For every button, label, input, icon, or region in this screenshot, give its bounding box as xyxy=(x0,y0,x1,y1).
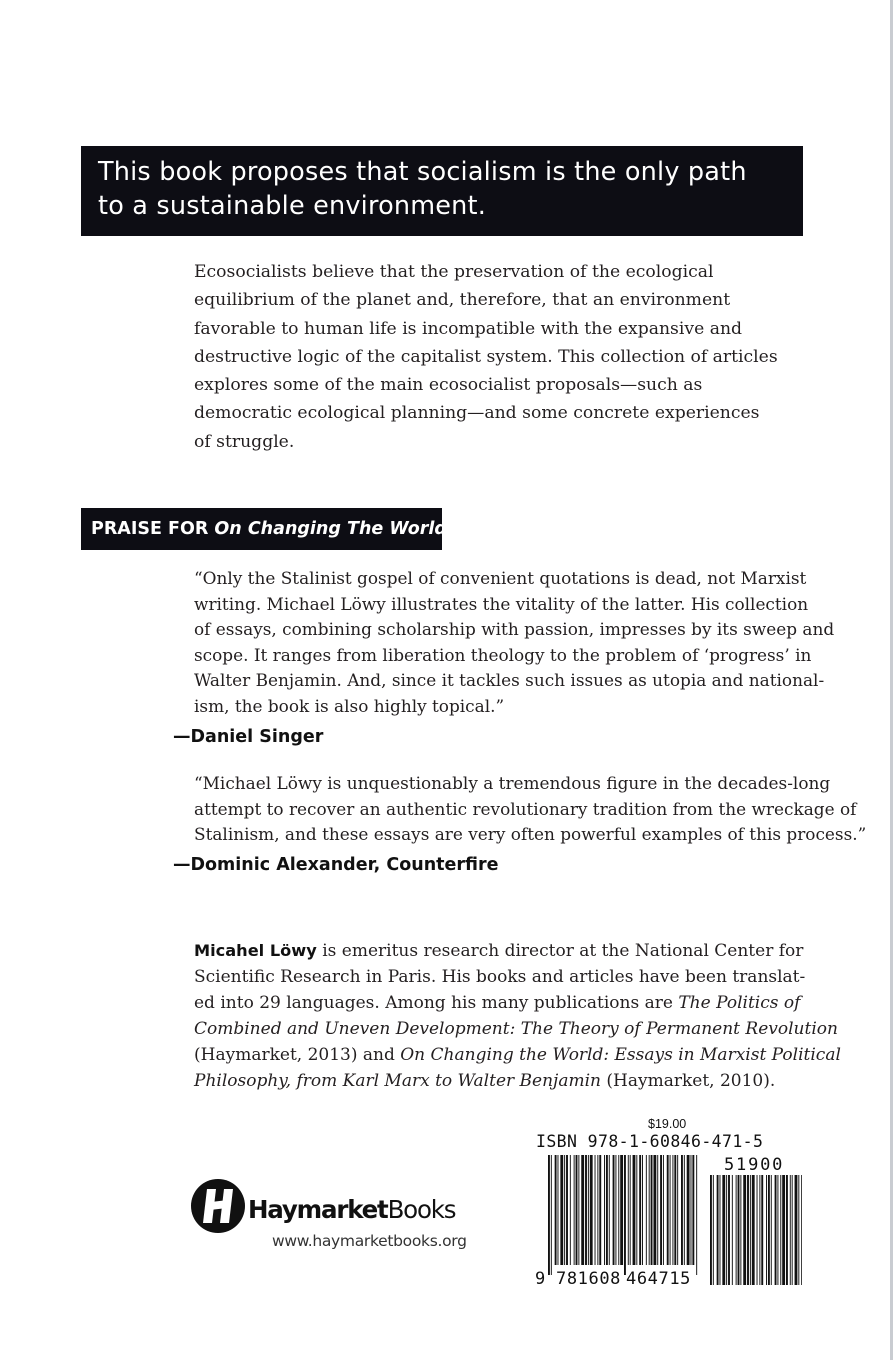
haymarket-h-logo-icon xyxy=(190,1178,246,1234)
quote-line: “Michael Löwy is unquestionably a tremendous figure in the decades-long xyxy=(194,773,831,793)
barcode-bar xyxy=(560,1155,563,1265)
barcode-bar xyxy=(651,1155,653,1265)
barcode-bar xyxy=(743,1175,746,1285)
bio-book-title: On Changing the World: Essays in Marxist Political xyxy=(400,1045,841,1065)
barcode-bar xyxy=(597,1155,598,1265)
barcode-bars-main xyxy=(548,1155,697,1275)
barcode-bar xyxy=(710,1175,712,1285)
barcode-bar xyxy=(761,1175,763,1285)
barcode-bar xyxy=(713,1175,714,1285)
bio-book-title: The Politics of xyxy=(678,993,801,1013)
barcode-bar xyxy=(726,1175,727,1285)
barcode-bar xyxy=(759,1175,760,1285)
barcode-bar xyxy=(790,1175,791,1285)
barcode-bar xyxy=(657,1155,658,1265)
barcode-bar xyxy=(775,1175,777,1285)
isbn-label: ISBN 978-1-60846-471-5 xyxy=(536,1132,764,1151)
description-line: democratic ecological planning—and some concrete experiences xyxy=(194,403,760,424)
barcode-bar xyxy=(801,1175,802,1285)
barcode-bar xyxy=(551,1155,552,1275)
quote-line: ism, the book is also highly topical.” xyxy=(194,695,505,716)
barcode-bar xyxy=(606,1155,608,1265)
description-line: of struggle. xyxy=(194,431,295,452)
author-bio xyxy=(194,938,841,1094)
praise-quote-1 xyxy=(194,566,834,719)
barcode-bar xyxy=(792,1175,793,1285)
barcode-bar xyxy=(646,1155,647,1265)
barcode-bar xyxy=(585,1155,587,1265)
barcode-bar xyxy=(636,1155,637,1265)
barcode-bar xyxy=(639,1155,641,1265)
barcode-bar xyxy=(604,1155,605,1265)
description-line: Ecosocialists believe that the preservation of the ecological xyxy=(194,262,714,282)
barcode-bar xyxy=(653,1155,656,1265)
barcode-bar xyxy=(555,1155,557,1265)
barcode-bar xyxy=(581,1155,584,1265)
praise-book-title: On Changing The World xyxy=(214,519,447,539)
barcode-bar xyxy=(757,1175,758,1285)
barcode-bar xyxy=(766,1175,767,1285)
barcode-bar xyxy=(782,1175,785,1285)
barcode-bar xyxy=(613,1155,615,1265)
barcode-bar xyxy=(599,1155,601,1265)
bio-text: Scientific Research in Paris. His books and articles have been translat- xyxy=(194,967,806,987)
barcode-bar xyxy=(624,1155,626,1275)
barcode-bar xyxy=(720,1175,721,1285)
bio-book-title: Combined and Uneven Development: The Theory of Permanent Revolution xyxy=(194,1019,838,1039)
barcode-bar xyxy=(692,1155,694,1265)
barcode-bar xyxy=(736,1175,737,1285)
barcode-bar xyxy=(642,1155,643,1265)
barcode-bar xyxy=(687,1155,690,1265)
publisher-url[interactable]: www.haymarketbooks.org xyxy=(272,1232,467,1250)
bio-book-title: Philosophy, from Karl Marx to Walter Benjamin xyxy=(194,1071,601,1091)
praise-label: PRAISE FOR xyxy=(91,519,215,539)
description-line: equilibrium of the planet and, therefore, that an environment xyxy=(194,290,731,311)
quote-line: Stalinism, and these essays are very often powerful examples of this process.” xyxy=(194,824,867,844)
quote-line: Walter Benjamin. And, since it tackles such issues as utopia and national- xyxy=(194,670,825,690)
price-label: $19.00 xyxy=(648,1117,687,1131)
barcode-bar xyxy=(768,1175,770,1285)
ean-first-digit: 9 xyxy=(535,1269,546,1288)
barcode-bar xyxy=(740,1175,741,1285)
barcode-bar xyxy=(588,1155,589,1265)
isbn-barcode xyxy=(534,1153,804,1288)
barcode-bar xyxy=(548,1155,550,1275)
barcode-bar xyxy=(609,1155,610,1265)
praise-heading xyxy=(81,508,447,550)
barcode-bar xyxy=(615,1155,616,1265)
barcode-bar xyxy=(738,1175,740,1285)
barcode-bar xyxy=(747,1175,749,1285)
quote-line: scope. It ranges from liberation theology to the problem of ‘progress’ in xyxy=(194,644,812,665)
description-line: favorable to human life is incompatible with the expansive and xyxy=(194,318,743,339)
quote-line: attempt to recover an authentic revolutionary tradition from the wreckage of xyxy=(194,798,857,819)
barcode-bar xyxy=(672,1155,673,1265)
barcode-bar xyxy=(558,1155,559,1265)
description-line: destructive logic of the capitalist system. This collection of articles xyxy=(194,346,778,367)
barcode-bar xyxy=(674,1155,676,1265)
barcode-bar xyxy=(660,1155,662,1265)
barcode-bar xyxy=(684,1155,685,1265)
quote-attribution: —Daniel Singer xyxy=(173,727,324,747)
barcode-bar xyxy=(564,1155,565,1265)
barcode-bar xyxy=(717,1175,719,1285)
barcode-bar xyxy=(786,1175,788,1285)
headline-banner xyxy=(81,146,803,236)
barcode-bar xyxy=(752,1175,755,1285)
barcode-bar xyxy=(663,1155,664,1265)
barcode-bar xyxy=(618,1155,619,1265)
barcode-bar xyxy=(628,1155,629,1265)
barcode-bar xyxy=(795,1175,798,1285)
barcode-bar xyxy=(691,1155,692,1265)
quote-line: “Only the Stalinist gospel of convenient quotations is dead, not Marxist xyxy=(194,568,807,588)
barcode-bar xyxy=(590,1155,593,1265)
quote-line: writing. Michael Löwy illustrates the vitality of the latter. His collection xyxy=(194,593,809,614)
ean-left-digits: 781608 xyxy=(556,1269,622,1288)
bio-text: (Haymarket, 2013) and xyxy=(194,1045,401,1065)
praise-quote-2 xyxy=(194,771,866,848)
barcode-bar xyxy=(570,1155,571,1265)
addon-digits: 51900 xyxy=(724,1155,785,1175)
barcode-bar xyxy=(630,1155,631,1265)
bio-text: (Haymarket, 2010). xyxy=(600,1071,776,1091)
barcode-bar xyxy=(798,1175,799,1285)
barcode-bar xyxy=(750,1175,751,1285)
barcode-bar xyxy=(677,1155,678,1265)
barcode-bar xyxy=(576,1155,578,1265)
barcode-bar xyxy=(696,1155,697,1275)
barcode-bar xyxy=(728,1175,730,1285)
headline-line: This book proposes that socialism is the only path xyxy=(98,157,747,187)
barcode-bar xyxy=(649,1155,650,1265)
author-name: Micahel Löwy xyxy=(194,941,317,960)
headline-line: to a sustainable environment. xyxy=(98,191,487,221)
barcode-bar xyxy=(722,1175,725,1285)
bio-text: ed into 29 languages. Among his many publications are xyxy=(194,993,679,1013)
barcode-bar xyxy=(633,1155,636,1265)
barcode-bar xyxy=(732,1175,733,1285)
barcode-bar xyxy=(667,1155,669,1265)
barcode-bar xyxy=(780,1175,781,1285)
barcode-bar xyxy=(566,1155,568,1265)
ean-right-digits: 464715 xyxy=(626,1269,692,1288)
barcode-bar xyxy=(595,1155,596,1265)
barcode-bar xyxy=(574,1155,575,1265)
barcode-bar xyxy=(771,1175,772,1285)
book-description xyxy=(194,258,814,456)
barcode-bar xyxy=(578,1155,579,1265)
barcode-bar xyxy=(777,1175,778,1285)
description-line: explores some of the main ecosocialist proposals—such as xyxy=(194,375,703,396)
bio-text: is emeritus research director at the National Center for xyxy=(316,941,804,961)
barcode-bar xyxy=(620,1155,623,1265)
publisher-name: HaymarketBooks xyxy=(248,1195,456,1224)
quote-attribution: —Dominic Alexander, Counterfire xyxy=(173,855,499,875)
barcode-bar xyxy=(681,1155,683,1265)
quote-line: of essays, combining scholarship with passion, impresses by its sweep and xyxy=(194,619,835,639)
barcode-bar xyxy=(670,1155,671,1265)
